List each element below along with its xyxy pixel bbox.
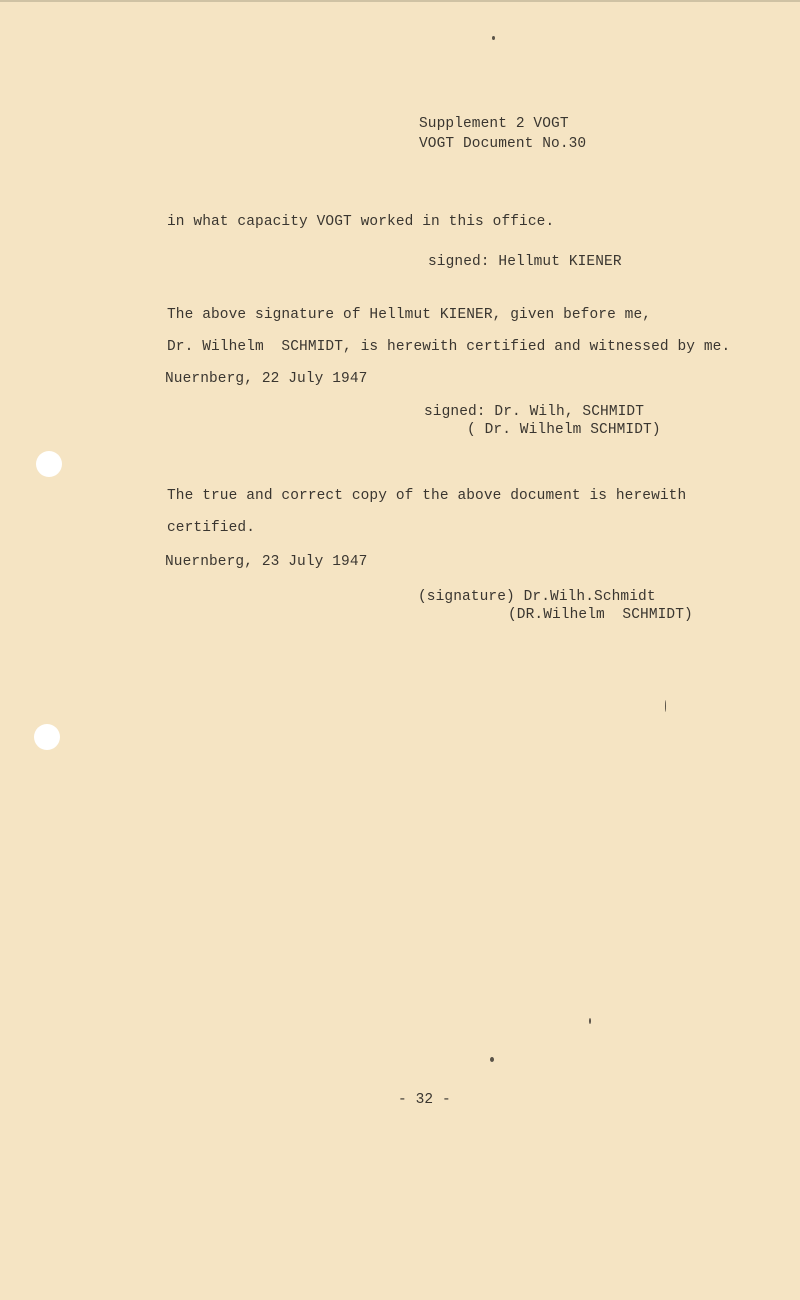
- page-top-edge: [0, 0, 800, 2]
- body-text-line: in what capacity VOGT worked in this office.: [167, 214, 555, 230]
- certification-text-line: The above signature of Hellmut KIENER, given before me,: [167, 307, 652, 323]
- paper-speck: [665, 700, 666, 712]
- place-date: Nuernberg, 22 July 1947: [165, 371, 368, 387]
- place-date: Nuernberg, 23 July 1947: [165, 554, 368, 570]
- paper-speck: [589, 1018, 591, 1024]
- paper-speck: [492, 36, 495, 40]
- document-number: VOGT Document No.30: [419, 136, 587, 152]
- copy-certification-line: The true and correct copy of the above document is herewith: [167, 488, 687, 504]
- signed-schmidt-name: ( Dr. Wilhelm SCHMIDT): [467, 422, 661, 438]
- paper-speck: [490, 1057, 494, 1062]
- page-number: - 32 -: [398, 1092, 451, 1108]
- copy-certification-line: certified.: [167, 520, 256, 536]
- signed-kiener: signed: Hellmut KIENER: [428, 254, 622, 270]
- punch-hole-bottom: [34, 724, 60, 750]
- signature-line: (signature) Dr.Wilh.Schmidt: [418, 589, 656, 605]
- supplement-label: Supplement 2 VOGT: [419, 116, 569, 132]
- signature-name: (DR.Wilhelm SCHMIDT): [508, 607, 693, 623]
- signed-schmidt: signed: Dr. Wilh, SCHMIDT: [424, 404, 645, 420]
- certification-text-line: Dr. Wilhelm SCHMIDT, is herewith certified and witnessed by me.: [167, 339, 731, 355]
- punch-hole-top: [36, 451, 62, 477]
